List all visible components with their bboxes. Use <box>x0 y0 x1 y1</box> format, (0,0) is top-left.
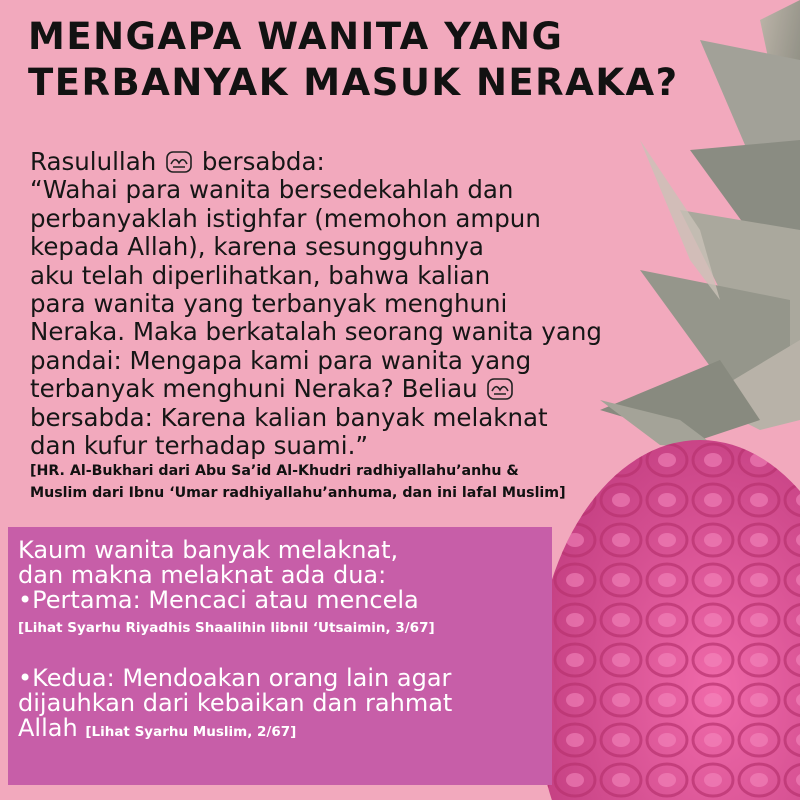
hadith-line: bersabda: Karena kalian banyak melaknat <box>30 402 548 432</box>
title-line-1: MENGAPA WANITA YANG <box>28 15 564 58</box>
page-title <box>28 14 679 106</box>
point-1-reference: [Lihat Syarhu Riyadhis Shaalihin libnil ‘Utsaimin, 3/67] <box>18 620 435 636</box>
hadith-line: para wanita yang terbanyak menghuni <box>30 289 508 319</box>
hadith-line-text: terbanyak menghuni Neraka? Beliau <box>30 374 478 404</box>
point-2-line: dijauhkan dari kebaikan dan rahmat <box>18 689 453 717</box>
point-2-line: •Kedua: Mendoakan orang lain agar <box>18 664 452 692</box>
hadith-line: aku telah diperlihatkan, bahwa kalian <box>30 260 491 290</box>
point-2-reference: [Lihat Syarhu Muslim, 2/67] <box>85 724 297 740</box>
hadith-line: dan kufur terhadap suami.” <box>30 431 369 461</box>
hadith-line-text: Rasulullah <box>30 147 157 176</box>
hadith-line <box>30 375 745 403</box>
hadith-line: Neraka. Maka berkatalah seorang wanita yang <box>30 317 602 347</box>
point-2-line <box>18 716 452 745</box>
salawat-icon <box>166 151 192 173</box>
box-intro-line: dan makna melaknat ada dua: <box>18 561 387 589</box>
title-line-2: TERBANYAK MASUK NERAKA? <box>28 61 679 104</box>
point-1: •Pertama: Mencaci atau mencela <box>18 586 419 614</box>
hadith-reference-line: [HR. Al-Bukhari dari Abu Sa’id Al-Khudri radhiyallahu’anhu & <box>30 463 519 480</box>
point-2-text: Allah <box>18 714 78 742</box>
hadith-line-text: bersabda: <box>201 147 325 176</box>
hadith-line: pandai: Mengapa kami para wanita yang <box>30 345 532 375</box>
explanation-box <box>8 527 552 785</box>
hadith-line: perbanyaklah istighfar (memohon ampun <box>30 203 541 233</box>
hadith-line: kepada Allah), karena sesungguhnya <box>30 232 484 262</box>
box-intro-line: Kaum wanita banyak melaknat, <box>18 536 399 564</box>
hadith-line <box>30 148 745 176</box>
hadith-text <box>30 148 745 504</box>
salawat-icon <box>487 378 513 400</box>
hadith-reference-line: Muslim dari Ibnu ‘Umar radhiyallahu’anhuma, dan ini lafal Muslim] <box>30 485 566 502</box>
hadith-line: “Wahai para wanita bersedekahlah dan <box>30 175 514 205</box>
